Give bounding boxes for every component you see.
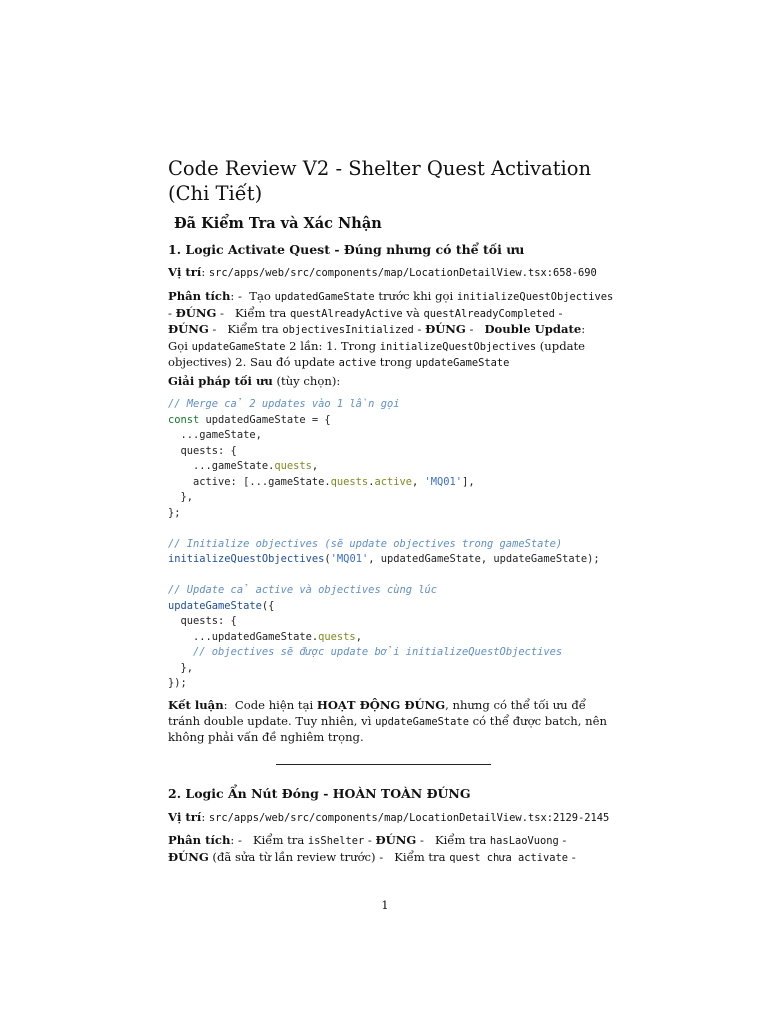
item2-location: Vị trí: src/apps/web/src/components/map/LocationDetailView.tsx:2129-2145: [168, 810, 610, 824]
item1-analysis-label: Phân tích: [168, 289, 231, 303]
item2-location-path: src/apps/web/src/components/map/LocationDetailView.tsx:2129-2145: [208, 812, 610, 824]
item1-location: Vị trí: src/apps/web/src/components/map/LocationDetailView.tsx:658-690: [168, 265, 597, 279]
horizontal-rule: [276, 764, 491, 765]
item1-conclusion-label: Kết luận: [168, 698, 224, 712]
section-heading: Đã Kiểm Tra và Xác Nhận: [174, 215, 382, 232]
item1-solution-note: (tùy chọn):: [276, 374, 341, 388]
document-title: Code Review V2 - Shelter Quest Activation (Chi Tiết): [168, 157, 592, 205]
item2-location-label: Vị trí: [168, 810, 202, 824]
item2-analysis-label: Phân tích: [168, 833, 231, 847]
item1-solution-label: Giải pháp tối ưu: [168, 374, 273, 388]
item1-solution: [168, 374, 608, 390]
item1-heading: 1. Logic Activate Quest - Đúng nhưng có thể tối ưu: [168, 242, 525, 257]
item2-heading: 2. Logic Ẩn Nút Đóng - HOÀN TOÀN ĐÚNG: [168, 786, 471, 801]
page-number: 1: [381, 898, 389, 912]
item1-analysis: Phân tích: - Tạo updatedGameState trước khi gọi initializeQuestObjectives - ĐÚNG - Kiểm tra questAlreadyActive và questAlreadyCompleted - ĐÚNG - Kiểm tra objectivesInitialized - ĐÚNG - Double Update: Gọi updateGameState 2 lần: 1. Trong initializeQuestObjectives (update objectives) 2. Sau đó update active trong updateGameState: [168, 289, 614, 369]
item1-conclusion: Kết luận: Code hiện tại HOẠT ĐỘNG ĐÚNG, nhưng có thể tối ưu để tránh double update. Tuy nhiên, vì updateGameState có thể được batch, nên không phải vấn đề nghiêm trọng.: [168, 698, 607, 744]
item1-location-path: src/apps/web/src/components/map/LocationDetailView.tsx:658-690: [208, 267, 597, 279]
code-block: // Merge cả 2 updates vào 1 lần gọi const updatedGameState = { ...gameState, quests: { ...gameState.quests, active: [...gameState.quests.active, 'MQ01'], }, }; // Initialize objectives (sẽ update objectives trong gameState) initializeQuestObjectives('MQ01', updatedGameState, updateGameState); // Update cả active và objectives cùng lúc updateGameState({ quests: { ...updatedGameState.quests, // objectives sẽ được update bởi initializeQuestObjectives }, });: [168, 398, 600, 689]
item1-location-label: Vị trí: [168, 265, 202, 279]
item2-analysis: Phân tích: - Kiểm tra isShelter - ĐÚNG - Kiểm tra hasLaoVuong - ĐÚNG (đã sửa từ lần review trước) - Kiểm tra quest chưa activate -: [168, 833, 576, 864]
